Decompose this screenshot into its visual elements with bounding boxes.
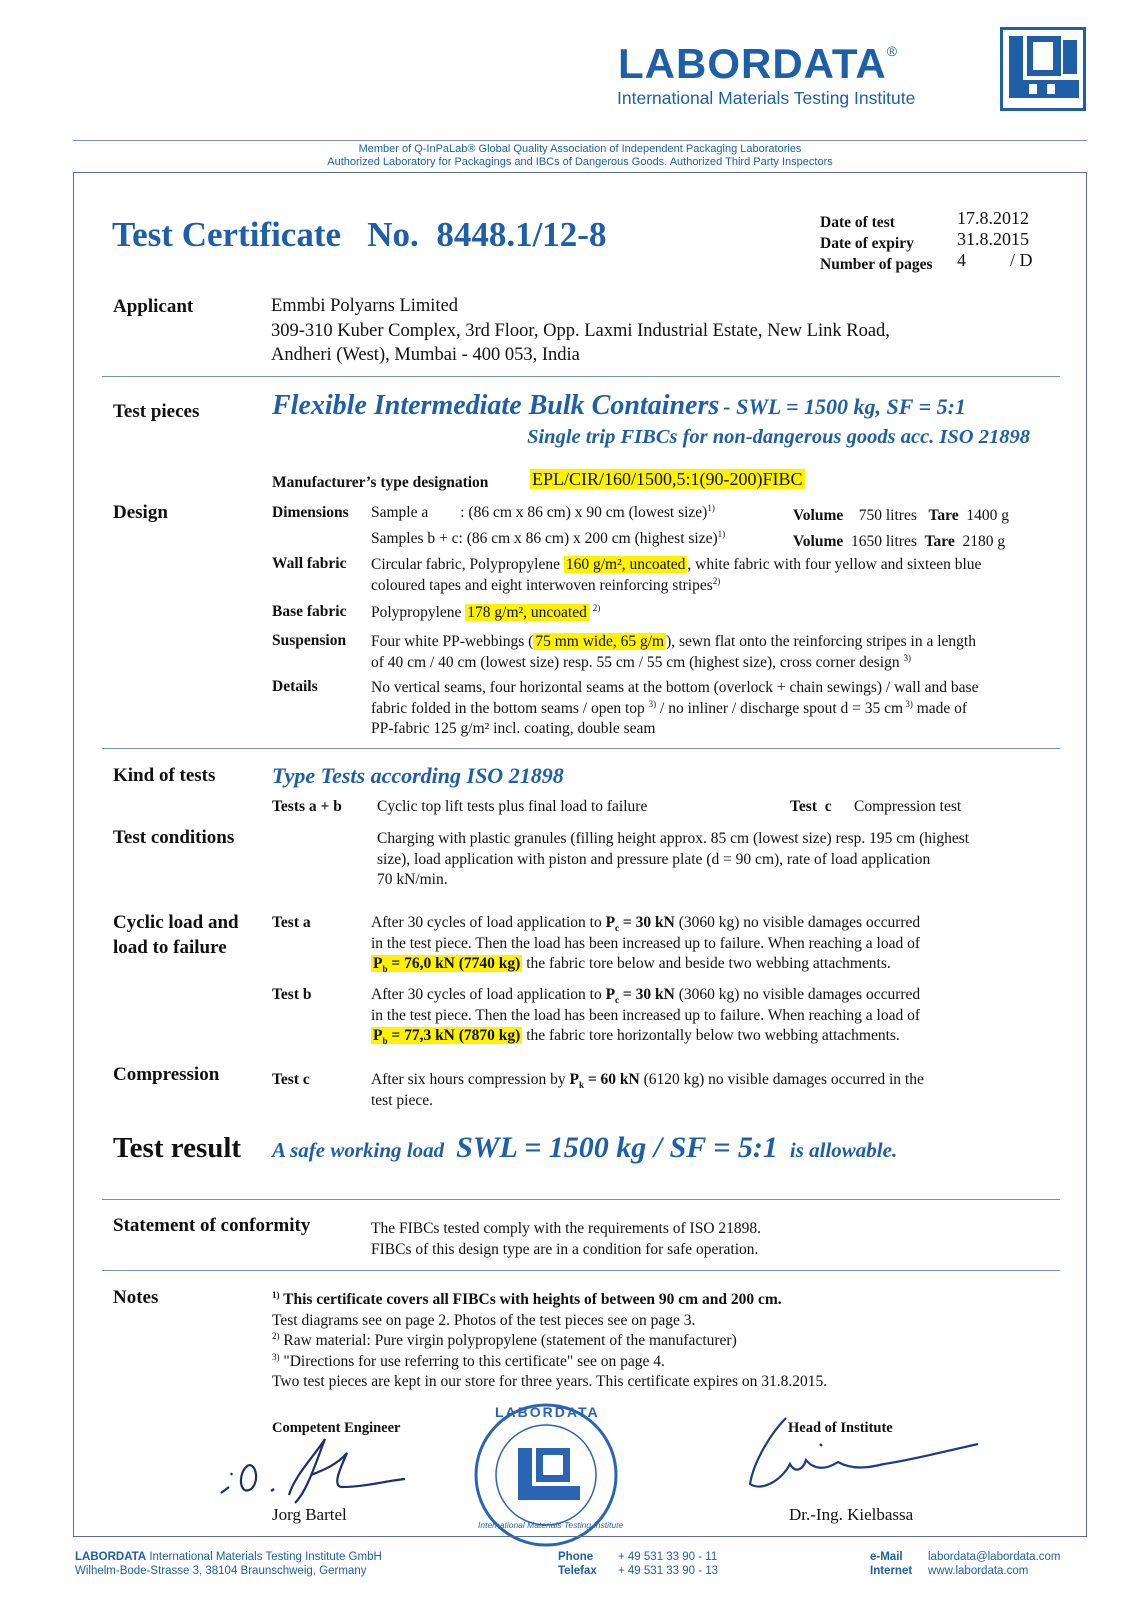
type-designation-label: Manufacturer’s type designation [272,474,489,491]
compression-text: After six hours compression by $P_k = 60$ kN (6120 kg) no visible damages occurred in the test piece. [371,1071,924,1109]
compression-test-label: Test c [272,1071,310,1088]
notes-label: Notes [113,1287,159,1308]
certificate-title: Test Certificate No. 8448.1/12-8 [112,215,607,254]
divider [102,1270,1060,1271]
wall-fabric-text: Circular fabric, Polypropylene 160 g/m², uncoated , white fabric with four yellow and sixteen blue coloured tapes and eight interwoven reinforcing stripes$^{2)}$ [371,556,982,594]
compression-label: Compression [113,1064,220,1085]
kind-of-tests-headline: Type Tests according ISO 21898 [272,763,564,788]
tests-ab-text: Cyclic top lift tests plus final load to failure [377,798,648,815]
head-title: Head of Institute [788,1420,893,1436]
conformity-label: Statement of conformity [113,1215,311,1236]
divider [102,1199,1060,1200]
header-rule [73,140,1087,141]
cyclic-load-label: Cyclic load and load to failure [113,912,239,958]
dimensions-label: Dimensions [272,504,349,521]
engineer-title: Competent Engineer [272,1420,401,1436]
test-pieces-label: Test pieces [113,401,200,422]
divider [102,748,1060,749]
footer-contact: e-Mail labordata@labordata.com Internet www.labordata.com [870,1551,1061,1577]
cert-meta-labels: Date of test Date of expiry Number of pages [820,214,933,273]
base-fabric-text: Polypropylene 178 g/m², uncoated $^{2)}$ [371,602,601,621]
test-pieces-headline: Flexible Intermediate Bulk Containers - SWL = 1500 kg, SF = 5:1 [272,390,966,421]
engineer-name: Jorg Bartel [272,1505,347,1524]
test-pieces-subline: Single trip FIBCs for non-dangerous goods acc. ISO 21898 [527,426,1030,448]
test-b-label: Test b [272,986,312,1003]
date-of-expiry: 31.8.2015 [957,229,1029,249]
test-c-text: Compression test [854,798,962,815]
logo-subtitle: International Materials Testing Institute [617,88,916,108]
dimensions-sample-a: Sample a : (86 cm x 86 cm) x 90 cm (lowest size)$^{1)}$ [371,502,715,521]
suspension-label: Suspension [272,632,347,649]
wall-fabric-label: Wall fabric [272,555,347,572]
kind-of-tests-label: Kind of tests [113,765,216,786]
head-name: Dr.-Ing. Kielbassa [789,1505,914,1524]
test-b-text: After 30 cycles of load application to $P_c = 30$ kN (3060 kg) no visible damages occurred in the test piece. Then the load has been increased up to failure. When reaching a load of $P_b = 77,3$ kN (7870 kg) the fabric tore horizontally below two webbing attachments. [371,986,921,1047]
cert-meta-values [957,208,1033,271]
membership-text: Member of Q-InPaLab® Global Quality Association of Independent Packaging Laboratories Authorized Laboratory for Packagings and IBCs of Dangerous Goods. Authorized Third Party Inspectors [327,143,833,168]
details-text: No vertical seams, four horizontal seams at the bottom (overlock + chain sewings) / wall and base fabric folded in the bottom seams / open top $^{3)}$ / no inliner / discharge spout d = 35 cm $^{3)}$ made of PP-fabric 125 g/m² incl. coating, double seam [371,679,979,737]
footer-address: LABORDATA International Materials Testing Institute GmbH Wilhelm-Bode-Strasse 3, 38104 Braunschweig, Germany [75,1551,382,1577]
certificate-number: 8448.1/12-8 [436,215,607,254]
test-result-statement: A safe working load SWL = 1500 kg / SF = 5:1 is allowable. [272,1131,898,1164]
seal-top-text: LABORDATA [495,1404,600,1420]
applicant-address: Emmbi Polyarns Limited 309-310 Kuber Complex, 3rd Floor, Opp. Laxmi Industrial Estate, New Link Road, Andheri (West), Mumbai - 400 053, India [271,296,890,365]
applicant-label: Applicant [113,296,194,317]
details-label: Details [272,678,318,695]
footer-rule [73,1536,1087,1537]
type-designation-value: EPL/CIR/160/1500,5:1(90-200)FIBC [532,469,803,489]
test-result-label: Test result [113,1132,242,1164]
base-fabric-label: Base fabric [272,603,347,620]
engineer-signature-icon [215,1435,415,1510]
conformity-text: The FIBCs tested comply with the requirements of ISO 21898. FIBCs of this design type are in a condition for safe operation. [371,1220,762,1258]
volume-tare-block: Volume 750 litres Tare 1400 g Volume 1650 litres Tare 2180 g [793,507,1010,550]
divider [102,376,1060,377]
head-signature-icon [742,1410,982,1505]
labordata-logo-icon [1000,27,1086,111]
footer-phone: Phone + 49 531 33 90 - 11 Telefax + 49 531 33 90 - 13 [558,1551,719,1577]
design-label: Design [113,502,168,523]
test-c-label: Test c [790,798,832,815]
test-a-text: After 30 cycles of load application to $P_c = 30$ kN (3060 kg) no visible damages occurred in the test piece. Then the load has been increased up to failure. When reaching a load of $P_b = 76,0$ kN (7740 kg) the fabric tore below and beside two webbing attachments. [371,914,921,975]
notes-text: $^{1)}$ This certificate covers all FIBCs with heights of between 90 cm and 200 cm. Test diagrams see on page 2. Photos of the test pieces see on page 3. $^{2)}$ Raw material: Pure virgin polypropylene (statement of the manufacturer) $^{3)}$ "Directions for use referring to this certificate" see on page 4. Two test pieces are kept in our store for three years. This certificate expires on 31.8.2015. [272,1289,828,1390]
logo-wordmark: LABORDATA® [618,40,899,87]
number-of-pages: 4 / D [957,250,1033,270]
tests-ab-label: Tests a + b [272,798,342,815]
date-of-test: 17.8.2012 [957,208,1029,228]
test-conditions-label: Test conditions [113,827,235,848]
test-conditions-text: Charging with plastic granules (filling height approx. 85 cm (lowest size) resp. 195 cm (highest size), load application with piston and pressure plate (d = 90 cm), rate of load application 70 kN/min. [377,830,970,888]
test-a-label: Test a [272,914,311,931]
dimensions-sample-bc: Samples b + c: (86 cm x 86 cm) x 200 cm (highest size)$^{1)}$ [371,528,726,547]
suspension-text: Four white PP-webbings ( 75 mm wide, 65 g/m ), sewn flat onto the reinforcing stripes in a length of 40 cm / 40 cm (lowest size) resp. 55 cm / 55 cm (highest size), cross corner design $^{3)}$ [371,633,976,671]
institute-seal-icon [466,1400,626,1555]
seal-bottom-text: International Materials Testing Institute [478,1520,624,1530]
